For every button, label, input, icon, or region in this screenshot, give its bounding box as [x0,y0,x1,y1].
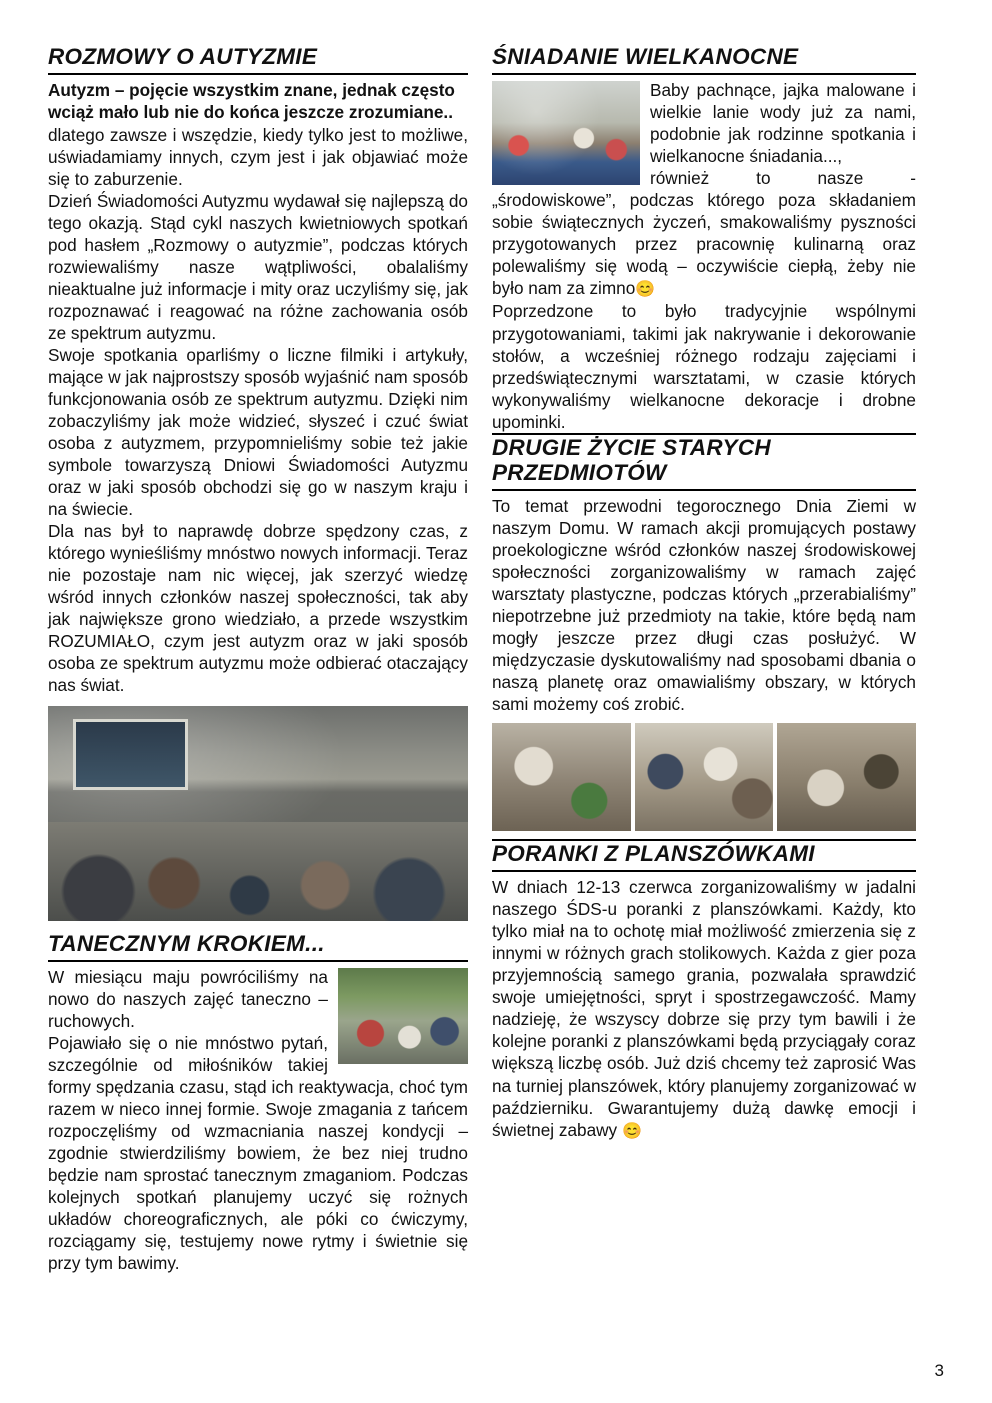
dance-paragraph-1: W miesiącu maju powróciliśmy na nowo do naszych zajęć taneczno – ruchowych. [48,967,328,1032]
autism-paragraph-4: Dla nas był to naprawdę dobrze spędzony czas, z którego wynieśliśmy mnóstwo nowych informacji. Teraz nie pozostaje nam nic więcej, jak szerzyć wiedzę wśród innych członków naszej społeczności, tak aby jak największe grono wiedziało, a przede wszystkim ROZUMIAŁO, czym jest autyzm oraz w jaki sposób osoba ze spektrum autyzmu może odbierać otaczający nas świat. [48,521,468,696]
autism-paragraph-3: Swoje spotkania oparliśmy o liczne filmiki i artykuły, mające w jak najprostszy sposób wyjaśnić nam sposób funkcjonowania osób ze spektrum autyzmu. Dzięki nim zobaczyliśmy jak może widzieć, słyszeć i czuć świat osoba z autyzmem, przypomnieliśmy sobie też jakie symbole towarzyszą Dniowi Świadomości Autyzmu oraz w jaki sposób obchodzi się go w naszym kraju i na świecie. [48,345,468,520]
objects-paragraph-1: To temat przewodni tegorocznego Dnia Ziemi w naszym Domu. W ramach akcji promujących postawy proekologiczne wśród członków naszej środowiskowej społeczności zorganizowaliśmy w ramach zajęć warsztaty plastyczne, podczas których „przerabialiśmy” niepotrzebne już przedmioty na takie, które będą nam mogły jeszcze przez długi czas posłużyć. W międzyczasie dyskutowaliśmy nad sposobami dbania o naszą planetę oraz omawialiśmy obszary, w których sami możemy coś zrobić. [492,496,916,715]
autism-paragraph-1: dlatego zawsze i wszędzie, kiedy tylko jest to możliwe, uświadamiamy innych, czym jest i jak objawiać może się to zaburzenie. [48,124,468,189]
easter-paragraph-1: Baby pachnące, jajka malowane i wielkie lanie wody już za nami, podobnie jak rodzinne spotkania i wielkanocne śniadania..., [650,79,916,166]
boardgames-paragraph-1-text: W dniach 12-13 czerwca zorganizowaliśmy w jadalni naszego ŚDS-u poranki z planszówkami. Każdy, kto tylko miał na to ochotę miał możliwość zmierzenia się z innymi w różnych grach stolikowych. Każda z gier poza przyjemnością samego grania, pozwalała sprawdzić swoje umiejętności, spryt i spostrzegawczość. Mamy nadzieję, że wszyscy dobrze się przy tym bawili i że kolejne poranki z planszówkami będą przyciągały coraz większą liczbę osób. Już dziś chcemy też zaprosić Was na turniej planszówek, który planujemy zorganizować w październiku. Gwarantujemy dużą dawkę emocji i świetnej zabawy [492,877,916,1140]
autism-lead-paragraph: Autyzm – pojęcie wszystkim znane, jednak często wciąż mało lub nie do końca jeszcze zrozumiane.. [48,79,455,122]
page-columns [48,44,944,1373]
easter-paragraph-3: Poprzedzone to było tradycyjnie wspólnymi przygotowaniami, takimi jak nakrywanie i dekorowanie stołów, a wcześniej różnego rodzaju zajęciami i przedświątecznymi warsztatami, w czasie których wykonywaliśmy wielkanocne dekoracje i drobne upominki. [492,301,916,432]
smiley-icon: 😊 [635,281,656,299]
right-column [492,44,916,1373]
easter-breakfast-hall-photo [492,81,640,185]
easter-paragraph-2 [492,167,916,301]
heading-sniadanie-wielkanocne: ŚNIADANIE WIELKANOCNE [492,44,916,75]
easter-paragraph-2-text: również to nasze - „środowiskowe”, podczas którego poza składaniem sobie świątecznych życzeń, smakowaliśmy pyszności przygotowanych przez pracownię kulinarną oraz polewaliśmy się wodą – oczywiście ciepłą, żeby nie było nam za zimno [492,167,916,299]
dance-paragraph-2: Pojawiało się o nie mnóstwo pytań, szczególnie od miłośników takiej formy spędzania czasu, stąd ich reaktywacja, choć tym razem w nieco innej formie. Swoje zmagania z tańcem rozpoczęliśmy od wzmacniania naszej kondycji – zgodnie stwierdziliśmy bowiem, że bez niej trudno będzie nam sprostać tanecznym zmaganiom. Podczas kolejnych spotkań planujemy uczyć się rożnych układów choreograficznych, ale póki co ćwiczymy, rozciągamy się, testujemy nowe rytmy i świetnie się przy tym bawimy. [48,1033,468,1274]
autism-paragraph-2: Dzień Świadomości Autyzmu wydawał się najlepszą do tego okazją. Stąd cykl naszych kwietniowych spotkań pod hasłem „Rozmowy o autyzmie”, podczas których rozwiewaliśmy nasze wątpliwości, obalaliśmy nieaktualne już informacje i mity oraz uczyliśmy się, jak rozpoznawać i reagować na różne zachowania osób ze spektrum autyzmu. [48,190,468,344]
page-number: 3 [934,1361,944,1380]
craft-workshop-photo-2 [635,723,774,831]
left-column [48,44,468,1373]
autism-discussion-group-photo [48,706,468,921]
craft-workshop-photo-3 [777,723,916,831]
heading-rozmowy-o-autyzmie: ROZMOWY O AUTYZMIE [48,44,468,75]
craft-workshop-photo-1 [492,723,631,831]
smiley-icon-2: 😊 [621,1122,642,1140]
heading-drugie-zycie-starych-przedmiotow: DRUGIE ŻYCIE STARYCH PRZEDMIOTÓW [492,433,916,492]
dance-class-photo [338,968,468,1064]
boardgames-paragraph-1 [492,876,916,1142]
craft-workshop-photo-strip [492,723,916,831]
heading-poranki-z-planszowkami: PORANKI Z PLANSZÓWKAMI [492,839,916,872]
heading-tanecznym-krokiem: TANECZNYM KROKIEM... [48,931,468,962]
